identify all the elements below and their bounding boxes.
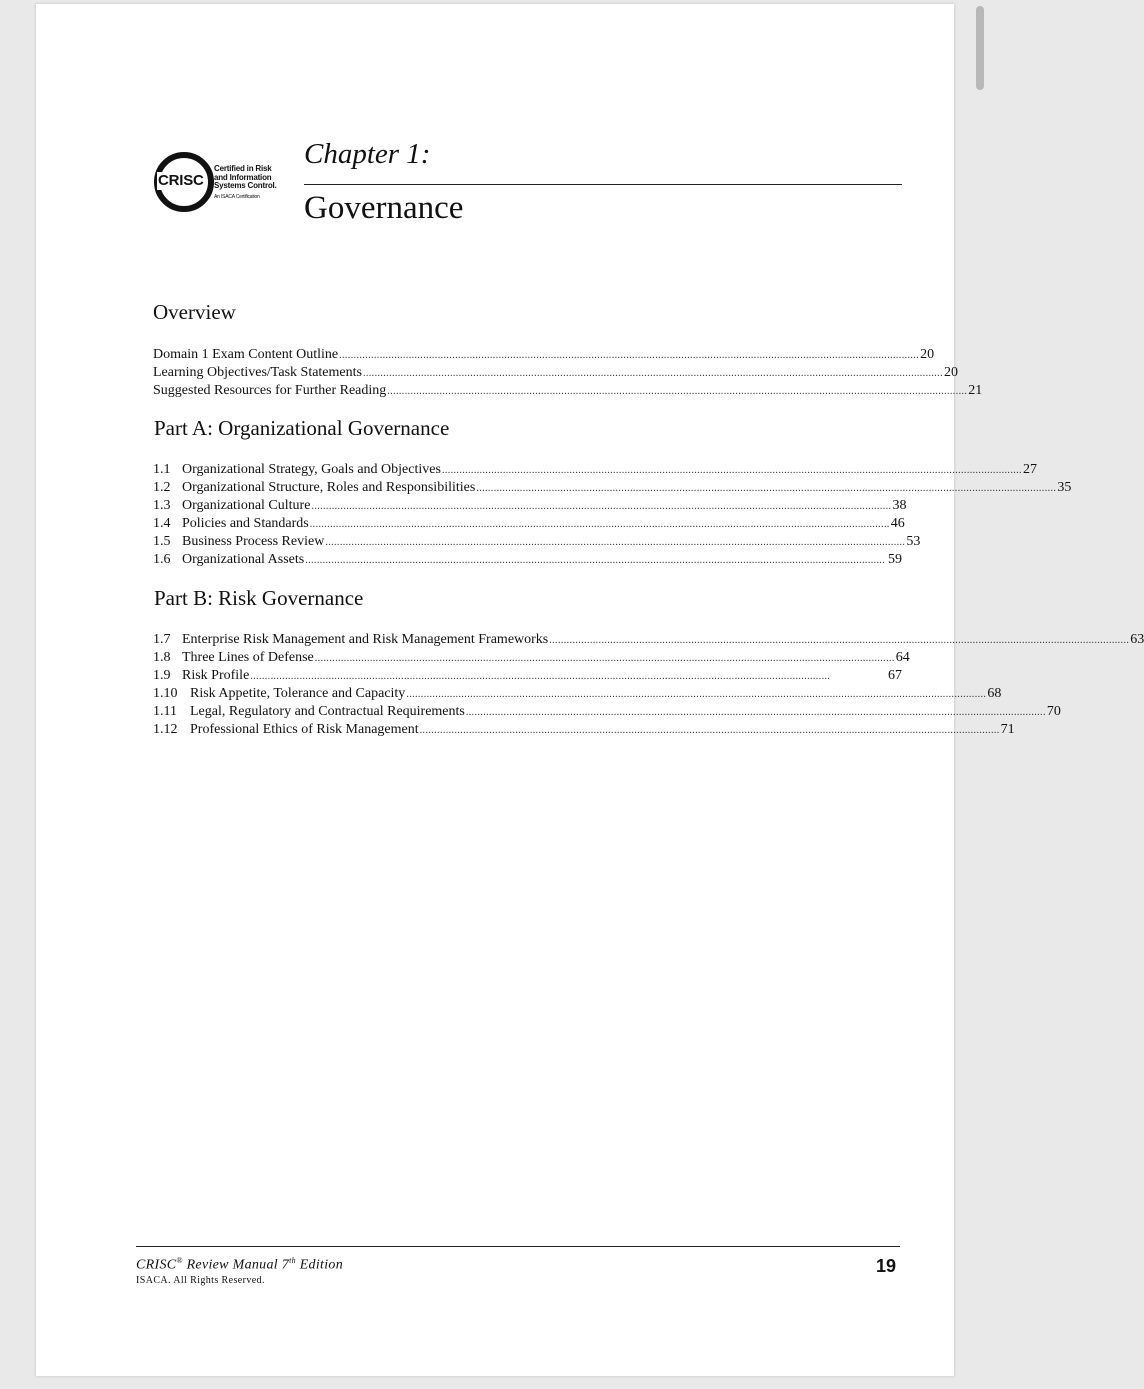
dot-leader: ........................................................................................................................................................................................................ <box>325 537 906 548</box>
toc-entry[interactable] <box>153 497 907 515</box>
toc-entry-page: 46 <box>890 516 905 531</box>
footer-title-sup: th <box>289 1256 296 1265</box>
toc-entry-title: Legal, Regulatory and Contractual Requirements <box>190 704 465 719</box>
dot-leader: ........................................................................................................................................................................................................ <box>309 519 890 530</box>
chapter-divider <box>304 184 902 185</box>
toc-entry[interactable] <box>153 667 902 685</box>
toc-entry[interactable] <box>153 346 935 364</box>
toc-entry-page: 27 <box>1022 462 1037 477</box>
toc-entry-number: 1.12 <box>153 722 178 737</box>
toc-entry-title: Three Lines of Defense <box>182 650 314 665</box>
toc-entry-number: 1.3 <box>153 498 171 513</box>
toc-entry-page: 38 <box>892 498 907 513</box>
dot-leader: ........................................................................................................................................................................................................ <box>339 350 920 361</box>
toc-entry-page: 35 <box>1057 480 1072 495</box>
toc-entry[interactable] <box>153 685 1002 703</box>
dot-leader: ........................................................................................................................................................................................................ <box>387 386 968 397</box>
toc-entry-title: Organizational Strategy, Goals and Objectives <box>182 462 441 477</box>
logo-wordmark: CRISC <box>158 172 204 189</box>
toc-entry-number: 1.9 <box>153 668 171 683</box>
footer-copyright: ISACA. All Rights Reserved. <box>136 1275 265 1286</box>
toc-entry[interactable] <box>153 364 958 382</box>
part-b-heading: Part B: Risk Governance <box>154 586 364 610</box>
dot-leader: ........................................................................................................................................................................................................ <box>441 465 1022 476</box>
toc-entry-number: 1.5 <box>153 534 171 549</box>
logo-line-2: and Information <box>214 172 272 182</box>
chapter-title: Governance <box>304 190 464 226</box>
toc-entry-number: 1.7 <box>153 632 171 647</box>
logo-line-3: Systems Control. <box>214 181 277 190</box>
footer-title-end: Edition <box>295 1257 344 1273</box>
toc-entry-title: Organizational Culture <box>182 498 311 513</box>
toc-entry[interactable] <box>153 721 1015 739</box>
logo-line-1: Certified in Risk <box>214 164 272 173</box>
logo-subline: An ISACA Certification <box>214 193 260 200</box>
toc-entry-title: Learning Objectives/Task Statements <box>153 365 362 380</box>
scrollbar-thumb[interactable] <box>976 6 984 90</box>
logo-tagline <box>214 165 277 201</box>
toc-entry-page: 64 <box>895 650 910 665</box>
dot-leader: ........................................................................................................................................................................................................ <box>311 501 892 512</box>
toc-entry-number: 1.8 <box>153 650 171 665</box>
toc-entry-number: 1.4 <box>153 516 171 531</box>
footer-title-reg: ® <box>176 1256 183 1265</box>
dot-leader: ........................................................................................................................................................................................................ <box>419 725 1000 736</box>
part-a-heading: Part A: Organizational Governance <box>154 416 450 440</box>
toc-entry-title: Enterprise Risk Management and Risk Management Frameworks <box>182 632 549 647</box>
toc-entry-title: Business Process Review <box>182 534 325 549</box>
toc-entry[interactable] <box>153 515 905 533</box>
toc-entry[interactable] <box>153 649 910 667</box>
toc-entry-page: 63 <box>1130 632 1144 647</box>
dot-leader: ........................................................................................................................................................................................................ <box>465 707 1046 718</box>
toc-entry-title: Risk Appetite, Tolerance and Capacity <box>190 686 406 701</box>
document-page <box>36 4 1144 1376</box>
toc-entry-title: Risk Profile <box>182 668 250 683</box>
overview-heading: Overview <box>153 300 236 324</box>
dot-leader: ........................................................................................................................................................................................................ <box>406 689 987 700</box>
toc-entry[interactable] <box>153 631 1144 649</box>
toc-entry-title: Organizational Assets <box>182 552 305 567</box>
toc-entry[interactable] <box>153 382 983 400</box>
toc-entry[interactable] <box>153 479 1072 497</box>
dot-leader: ........................................................................................................................................................................................................ <box>314 653 895 664</box>
dot-leader: ........................................................................................................................................................................................................ <box>476 483 1057 494</box>
part-a-toc <box>153 461 1072 569</box>
toc-entry[interactable] <box>153 703 1061 721</box>
toc-entry[interactable] <box>153 461 1037 479</box>
part-b-toc <box>153 631 1144 739</box>
toc-entry-page: 71 <box>1000 722 1015 737</box>
toc-entry-number: 1.6 <box>153 552 171 567</box>
footer-title-main: CRISC <box>136 1257 177 1273</box>
toc-entry-page: 20 <box>943 365 958 380</box>
toc-entry-page: 67 <box>888 668 902 683</box>
footer-divider <box>136 1246 900 1247</box>
chapter-label: Chapter 1: <box>304 138 431 170</box>
footer-title-mid: Review Manual 7 <box>182 1257 290 1273</box>
toc-entry-page: 70 <box>1046 704 1061 719</box>
page-number: 19 <box>875 1256 896 1276</box>
toc-entry-title: Domain 1 Exam Content Outline <box>153 347 339 362</box>
dot-leader: ........................................................................................................................................................................................................ <box>549 635 1130 646</box>
toc-entry-page: 59 <box>888 552 902 567</box>
toc-entry-page: 53 <box>906 534 921 549</box>
dot-leader: ........................................................................................................................................................................................................ <box>362 368 943 379</box>
toc-entry[interactable] <box>153 533 921 551</box>
toc-entry-page: 20 <box>920 347 935 362</box>
toc-entry-number: 1.10 <box>153 686 178 701</box>
toc-entry-title: Professional Ethics of Risk Management <box>190 722 419 737</box>
toc-entry-page: 21 <box>968 383 983 398</box>
toc-entry-number: 1.11 <box>153 704 177 719</box>
toc-entry-title: Policies and Standards <box>182 516 309 531</box>
overview-toc <box>153 346 983 400</box>
crisc-logo <box>152 150 282 214</box>
toc-entry-number: 1.1 <box>153 462 171 477</box>
dot-leader: ........................................................................................................................................................................................................ <box>250 671 831 682</box>
toc-entry-page: 68 <box>987 686 1002 701</box>
toc-entry-number: 1.2 <box>153 480 171 495</box>
dot-leader: ........................................................................................................................................................................................................ <box>305 555 886 566</box>
footer-book-title <box>136 1256 343 1274</box>
toc-entry[interactable] <box>153 551 902 569</box>
toc-entry-title: Organizational Structure, Roles and Responsibilities <box>182 480 476 495</box>
toc-entry-title: Suggested Resources for Further Reading <box>153 383 387 398</box>
